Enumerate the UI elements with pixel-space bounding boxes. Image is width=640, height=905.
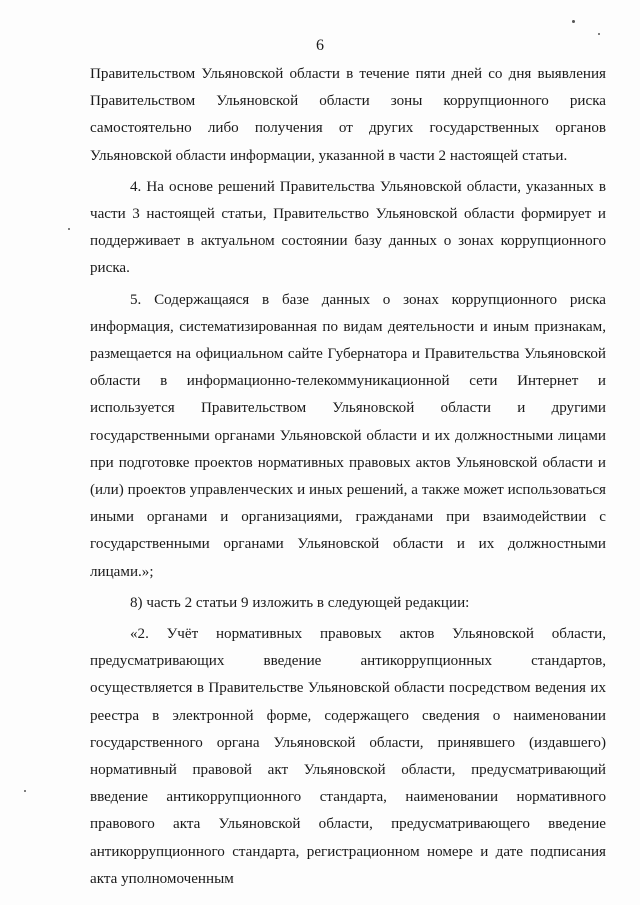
- scan-speck: [24, 790, 26, 792]
- paragraph-quoted-part-2: «2. Учёт нормативных правовых актов Ульяновской области, предусматривающих введение антикоррупционных стандартов, осуществляется в Правительстве Ульяновской области посредством ведения их реестра в электронной форме, содержащего сведения о наименовании государственного органа Ульяновской области, принявшего (издавшего) нормативный правовой акт Ульяновской области, предусматривающий введение антикоррупционного стандарта, наименовании нормативного правового акта Ульяновской области, предусматривающего введение антикоррупционного стандарта, регистрационном номере и дате подписания акта уполномоченным: [90, 626, 606, 887]
- paragraph-item-5: 5. Содержащаяся в базе данных о зонах коррупционного риска информация, систематизированная по видам деятельности и иным признакам, размещается на официальном сайте Губернатора и Правительства Ульяновской области в информационно-телекоммуникационной сети Интернет и используется Правительством Ульяновской области и другими государственными органами Ульяновской области и их должностными лицами при подготовке проектов нормативных правовых актов Ульяновской области и (или) проектов управленческих и иных решений, а также может использоваться иными органами и организациями, гражданами при взаимодействии с государственными органами Ульяновской области и их должностными лицами.»;: [90, 291, 606, 580]
- document-body: [90, 61, 606, 893]
- page-number: 6: [316, 37, 324, 54]
- paragraph-continuation: Правительством Ульяновской области в течение пяти дней со дня выявления Правительством Ульяновской области зоны коррупционного риска самостоятельно либо получения от других государственных органов Ульяновской области информации, указанной в части 2 настоящей статьи.: [90, 66, 606, 164]
- scan-speck: [68, 228, 70, 230]
- paragraph-amendment-8: 8) часть 2 статьи 9 изложить в следующей редакции:: [130, 594, 470, 611]
- scan-speck: [598, 33, 600, 35]
- scan-speck: [572, 20, 575, 23]
- paragraph-item-4: 4. На основе решений Правительства Ульяновской области, указанных в части 3 настоящей статьи, Правительство Ульяновской области формирует и поддерживает в актуальном состоянии базу данных о зонах коррупционного риска.: [90, 178, 606, 277]
